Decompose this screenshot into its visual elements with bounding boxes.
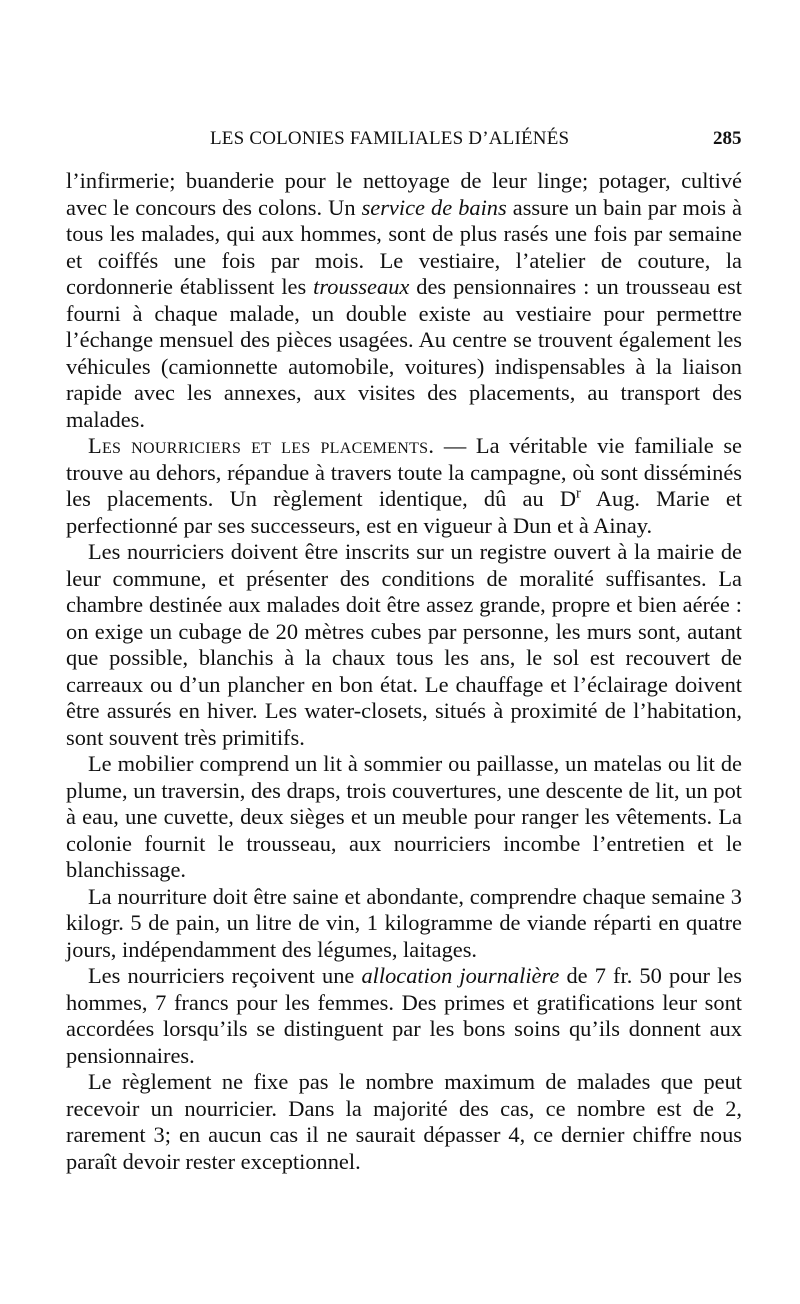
paragraph-6-emphasis-allocation: allocation journalière xyxy=(361,963,560,988)
paragraph-6-text-a: Les nourriciers reçoivent une xyxy=(88,963,362,988)
paragraph-7: Le règlement ne fixe pas le nombre maximum de malades que peut recevoir un nourricier. Dans la majorité des cas, ce nombre est de 2, rarement 3; en aucun cas il ne saurait dépasser 4, ce dernier chiffre nous paraît devoir rester exceptionnel. xyxy=(66,1069,742,1174)
page-number: 285 xyxy=(713,128,742,149)
paragraph-3: Les nourriciers doivent être inscrits sur un registre ouvert à la mairie de leur commune, et présenter des conditions de moralité suffisantes. La chambre destinée aux malades doit être assez grande, propre et bien aérée : on exige un cubage de 20 mètres cubes par personne, les murs sont, autant que possible, blanchis à la chaux tous les ans, le sol est recouvert de carreaux ou d’un plancher en bon état. Le chauffage et l’éclairage doivent être assurés en hiver. Les water-closets, situés à proximité de l’habitation, sont souvent très primitifs. xyxy=(66,539,742,750)
paragraph-4: Le mobilier comprend un lit à sommier ou paillasse, un matelas ou lit de plume, un traversin, des draps, trois couvertures, une descente de lit, un pot à eau, une cuvette, deux sièges et un meuble pour ranger les vêtements. La colonie fournit le trousseau, aux nourriciers incombe l’entretien et le blanchissage. xyxy=(66,751,742,882)
paragraph-2-text-b: Aug. Marie et perfectionné par ses successeurs, est en vigueur à Dun et à Ainay. xyxy=(66,486,742,538)
paragraph-2-superscript: r xyxy=(576,485,581,502)
running-head xyxy=(0,128,800,152)
paragraph-1-text-c: assure un bain par mois à tous les malades, qui aux hommes, sont de plus rasés une fois par semaine et coiffés une fois par mois. Le vestiaire, l’atelier de couture, la cordonnerie établissent les xyxy=(66,194,742,299)
body-text xyxy=(66,168,742,1175)
paragraph-6 xyxy=(66,963,742,1069)
paragraph-6-text-c: de 7 fr. 50 pour les hommes, 7 francs pour les femmes. Des primes et gratifications leur sont accordées lorsqu’ils se distinguent par les bons soins qu’ils donnent aux pensionnaires. xyxy=(66,963,742,1068)
paragraph-1-emphasis-service-de-bains: service de bains xyxy=(361,194,507,220)
section-heading: Les nourriciers et les placements. xyxy=(88,433,435,458)
paragraph-1-text-e: des pensionnaires : un trousseau est fourni à chaque malade, un double existe au vestiaire pour permettre l’échange mensuel des pièces usagées. Au centre se trouvent également les véhicules (camionnette automobile, voitures) indispensables à la liaison rapide avec les annexes, aux visites des placements, au transport des malades. xyxy=(66,274,742,432)
running-title: LES COLONIES FAMILIALES D’ALIÉNÉS xyxy=(210,128,570,149)
paragraph-1-emphasis-trousseaux: trousseaux xyxy=(313,274,410,299)
paragraph-2 xyxy=(66,433,742,539)
paragraph-1-text-a: l’infirmerie; buanderie pour le nettoyage de leur linge; potager, cultivé avec le concours des colons. Un xyxy=(66,168,742,220)
paragraph-1 xyxy=(66,168,742,433)
paragraph-5: La nourriture doit être saine et abondante, comprendre chaque semaine 3 kilogr. 5 de pain, un litre de vin, 1 kilogramme de viande réparti en quatre jours, indépendamment des légumes, laitages. xyxy=(66,883,742,962)
paragraph-2-text-a: — La véritable vie familiale se trouve au dehors, répandue à travers toute la campagne, où sont disséminés les placements. Un règlement identique, dû au D xyxy=(66,433,742,511)
